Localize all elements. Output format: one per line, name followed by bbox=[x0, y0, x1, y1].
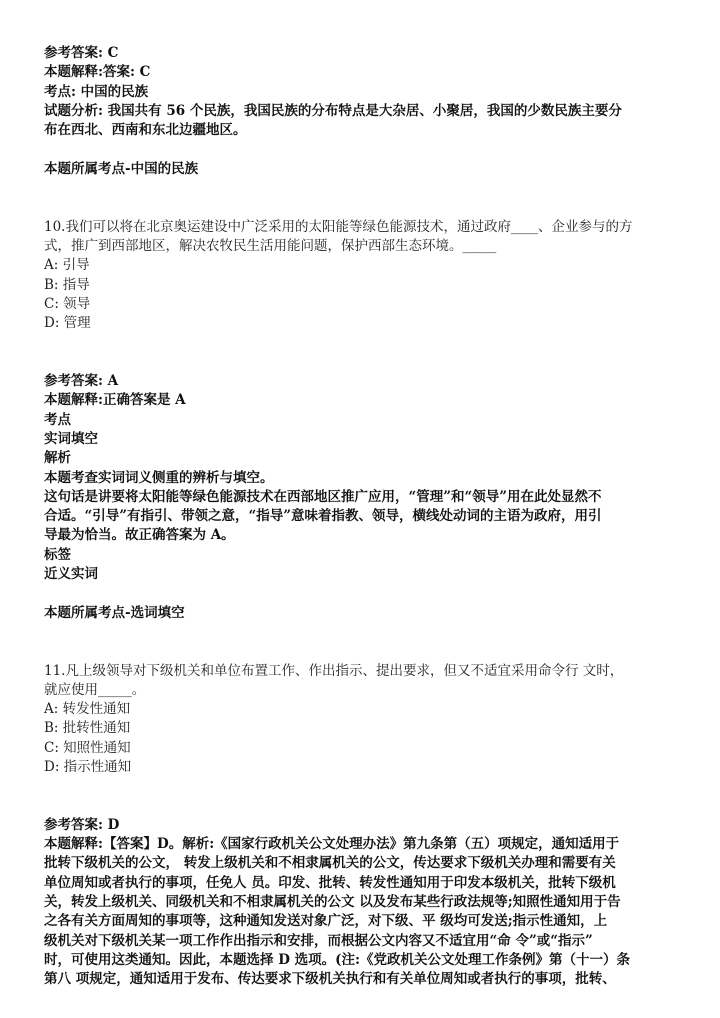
q10-option-a: A: 引导 bbox=[44, 257, 90, 274]
q9-analysis-line-2: 布在西北、西南和东北边疆地区。 bbox=[44, 122, 247, 139]
q11-explanation-line-1: 本题解释:【答案】D。解析:《国家行政机关公文处理办法》第九条第（五）项规定，通知适用于 bbox=[44, 836, 620, 853]
q11-stem-line-2: 就应使用_____。 bbox=[44, 681, 146, 698]
q10-point-heading: 考点 bbox=[44, 411, 71, 428]
q10-explanation: 本题解释:正确答案是 A bbox=[44, 392, 186, 409]
q9-explanation: 本题解释:答案: C bbox=[44, 64, 151, 81]
q9-category: 本题所属考点-中国的民族 bbox=[44, 160, 199, 177]
q10-analysis-line-1: 本题考查实词词义侧重的辨析与填空。 bbox=[44, 469, 274, 486]
q10-option-d: D: 管理 bbox=[44, 315, 91, 332]
q11-explanation-line-7: 时，可使用这类通知。因此，本题选择 D 选项。(注:《党政机关公文处理工作条例》第（十一）条 bbox=[44, 951, 630, 968]
q10-tag-heading: 标签 bbox=[44, 546, 71, 563]
q11-explanation-line-4: 关，转发上级机关、同级机关和不相隶属机关的公文 以及发布某些行政法规等;知照性通知用于告 bbox=[44, 894, 621, 911]
q10-analysis-heading: 解析 bbox=[44, 450, 71, 467]
q9-answer: 参考答案: C bbox=[44, 45, 119, 61]
q11-answer: 参考答案: D bbox=[44, 816, 120, 833]
q11-option-a: A: 转发性通知 bbox=[44, 701, 131, 718]
q11-explanation-line-3: 单位周知或者执行的事项，任免人 员。印发、批转、转发性通知用于印发本级机关，批转下级机 bbox=[44, 874, 616, 891]
q11-explanation-line-5: 之各有关方面周知的事项等，这种通知发送对象广泛，对下级、平 级均可发送;指示性通知，上 bbox=[44, 913, 608, 930]
q11-option-d: D: 指示性通知 bbox=[44, 758, 132, 775]
q11-explanation-line-6: 级机关对下级机关某一项工作作出指示和安排，而根据公文内容又不适宜用“命 令”或“指示” bbox=[44, 932, 593, 949]
q10-tag: 近义实词 bbox=[44, 566, 98, 583]
q10-option-c: C: 领导 bbox=[44, 295, 91, 312]
q11-stem-line-1: 11.凡上级领导对下级机关和单位布置工作、作出指示、提出要求，但又不适宜采用命令行 文时， bbox=[44, 662, 624, 679]
q10-category: 本题所属考点-选词填空 bbox=[44, 604, 185, 621]
q11-explanation-line-2: 批转下级机关的公文， 转发上级机关和不相隶属机关的公文，传达要求下级机关办理和需要有关 bbox=[44, 855, 616, 872]
q10-analysis-line-4: 导最为恰当。故正确答案为 A。 bbox=[44, 527, 235, 544]
q10-analysis-line-3: 合适。“引导”有指引、带领之意，“指导”意味着指教、领导，横线处动词的主语为政府，用引 bbox=[44, 508, 602, 525]
q10-answer: 参考答案: A bbox=[44, 373, 119, 390]
q11-explanation-line-8: 第八 项规定，通知适用于发布、传达要求下级机关执行和有关单位周知或者执行的事项，批转、 bbox=[44, 971, 616, 988]
q9-point: 考点: 中国的民族 bbox=[44, 83, 149, 100]
document-page bbox=[44, 44, 676, 990]
q10-analysis-line-2: 这句话是讲要将太阳能等绿色能源技术在西部地区推广应用，“管理”和“领导”用在此处显然不 bbox=[44, 488, 602, 505]
q10-stem-line-1: 10.我们可以将在北京奥运建设中广泛采用的太阳能等绿色能源技术，通过政府____、企业参与的方 bbox=[44, 218, 633, 235]
q10-option-b: B: 指导 bbox=[44, 276, 90, 293]
q10-point: 实词填空 bbox=[44, 430, 98, 447]
q9-analysis-line-1: 试题分析: 我国共有 56 个民族，我国民族的分布特点是大杂居、小聚居，我国的少数民族主要分 bbox=[44, 102, 622, 119]
q10-stem-line-2: 式，推广到西部地区，解决农牧民生活用能问题，保护西部生态环境。_____ bbox=[44, 237, 497, 254]
q11-option-c: C: 知照性通知 bbox=[44, 739, 131, 756]
q11-option-b: B: 批转性通知 bbox=[44, 720, 131, 737]
